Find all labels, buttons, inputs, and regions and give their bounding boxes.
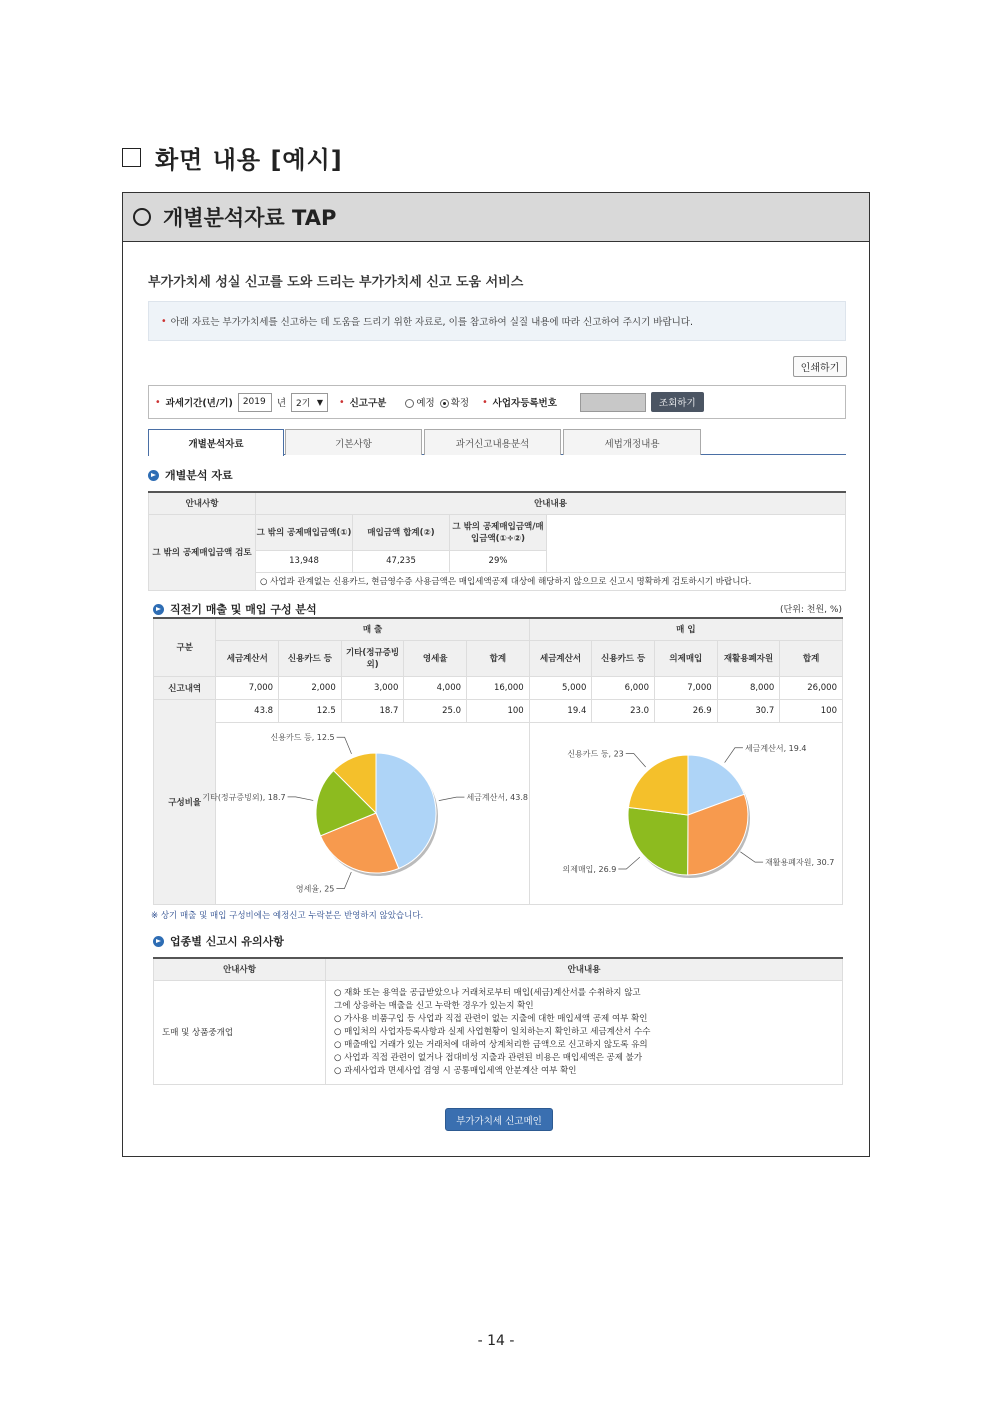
guide-line: ○ 가사용 비품구입 등 사업과 직접 관련이 없는 지출에 대한 매입세액 공제 여부 확인 <box>334 1013 648 1024</box>
sales-ratio-cell: 100 <box>467 699 530 722</box>
purchase-ratio-cell: 100 <box>780 699 843 722</box>
blank-cell <box>547 514 846 550</box>
section3-title-text: 업종별 신고시 유의사항 <box>170 935 284 948</box>
screen-frame <box>122 192 870 1157</box>
sales-other-header: 기타(정규증빙 외) <box>341 640 404 676</box>
col-guide-header: 안내사항 <box>149 492 256 514</box>
print-button[interactable]: 인쇄하기 <box>793 356 847 377</box>
value-purchase-total: 47,235 <box>353 550 450 572</box>
tab-individual-analysis[interactable]: 개별분석자료 <box>148 429 284 456</box>
tab-past-report-analysis[interactable]: 과거신고내용분석 <box>424 429 561 455</box>
document-heading <box>122 140 343 175</box>
section2-title-text: 직전기 매출 및 매입 구성 분석 <box>170 603 317 616</box>
section-industry-title <box>153 933 284 949</box>
purchase-ratio-cell: 19.4 <box>529 699 592 722</box>
dot-icon: • <box>161 315 167 327</box>
sub-header-other-deduction: 그 밖의 공제매입금액(①) <box>256 514 353 550</box>
composition-footnote: ※ 상기 매출 및 매입 구성비에는 예정신고 누락분은 반영하지 않았습니다. <box>151 911 424 921</box>
individual-analysis-table <box>148 491 846 591</box>
pie-label: 기타(정규증빙외), 18.7 <box>201 792 286 802</box>
sales-ratio-cell: 18.7 <box>341 699 404 722</box>
guide-line: ○ 매입처의 사업자등록사항과 실제 사업현황이 일치하는지 확인하고 세금계산서 수수 <box>334 1026 651 1037</box>
pie-label: 신용카드 등, 12.5 <box>270 732 335 742</box>
sales-amount-cell: 2,000 <box>279 676 342 699</box>
col-content-header: 안내내용 <box>326 958 843 980</box>
required-dot-icon: • <box>339 396 345 408</box>
sales-amount-cell: 16,000 <box>467 676 530 699</box>
tab-tax-law-changes[interactable]: 세법개정내용 <box>563 429 701 455</box>
sales-ratio-cell: 43.8 <box>216 699 279 722</box>
blank-cell <box>547 550 846 572</box>
pie-label-leader <box>724 747 742 762</box>
guide-line: ○ 사업과 직접 관련이 없거나 접대비성 지출과 관련된 비용은 매입세액은 공제 불가 <box>334 1052 643 1063</box>
frame-header <box>123 193 869 242</box>
section1-title-text: 개별분석 자료 <box>165 469 233 482</box>
purchase-amount-cell: 26,000 <box>780 676 843 699</box>
row-report-label: 신고내역 <box>154 676 216 699</box>
sales-ratio-cell: 25.0 <box>404 699 467 722</box>
sub-header-ratio: 그 밖의 공제매입금액/매입금액(①÷②) <box>450 514 547 550</box>
sub-header-purchase-total: 매입금액 합계(②) <box>353 514 450 550</box>
section1-note: ○ 사업과 관계없는 신용카드, 현금영수증 사용금액은 매입세액공제 대상에 해당하지 않으므로 신고시 명확하게 검토하시기 바랍니다. <box>256 572 846 590</box>
sales-total-header: 합계 <box>467 640 530 676</box>
pie-label-leader <box>740 851 763 861</box>
year-suffix: 년 <box>276 398 287 409</box>
unit-label: (단위: 천원, %) <box>780 605 842 615</box>
arrow-bullet-icon <box>153 604 164 615</box>
purchase-amount-cell: 8,000 <box>717 676 780 699</box>
vat-report-main-button[interactable]: 부가가치세 신고메인 <box>445 1108 553 1131</box>
section-composition-title <box>153 601 317 617</box>
page-number: - 14 - <box>477 1333 515 1349</box>
guide-line: ○ 과세사업과 면세사업 겸영 시 공통매입세액 안분계산 여부 확인 <box>334 1065 577 1076</box>
pie-label: 세금계산서, 19.4 <box>744 743 807 753</box>
row-ratio-label: 구성비율 <box>154 699 216 904</box>
pie-label-leader <box>336 872 351 889</box>
sales-amount-cell: 4,000 <box>404 676 467 699</box>
sales-ratio-cell: 12.5 <box>279 699 342 722</box>
col-content-header: 안내내용 <box>256 492 846 514</box>
term-select[interactable] <box>291 393 328 412</box>
industry-guide-content <box>326 980 843 1084</box>
pie-label-leader <box>618 857 640 869</box>
sales-credit-card-header: 신용카드 등 <box>279 640 342 676</box>
industry-table <box>153 957 843 1085</box>
query-button[interactable]: 조회하기 <box>651 392 704 412</box>
tab-basic-info[interactable]: 기본사항 <box>285 429 422 455</box>
radio-selected-icon <box>440 399 449 408</box>
heading-text: 화면 내용 [예시] <box>155 146 343 174</box>
radio-final[interactable] <box>440 395 469 409</box>
radio-icon <box>405 399 414 408</box>
required-dot-icon: • <box>155 396 161 408</box>
guide-line: ○ 매출매입 거래가 있는 거래처에 대하여 상계처리한 금액으로 신고하지 않도록 유의 <box>334 1039 648 1050</box>
pie-label: 의제매입, 26.9 <box>562 864 617 874</box>
radio-scheduled-label: 예정 <box>416 398 435 409</box>
value-other-deduction: 13,948 <box>256 550 353 572</box>
purchase-total-header: 합계 <box>780 640 843 676</box>
composition-table <box>153 617 843 905</box>
bizno-label: 사업자등록번호 <box>492 398 557 409</box>
value-ratio: 29% <box>450 550 547 572</box>
arrow-bullet-icon <box>148 470 159 481</box>
purchase-amount-cell: 6,000 <box>592 676 655 699</box>
guide-line: 그에 상응하는 매출을 신고 누락한 경우가 있는지 확인 <box>334 1000 534 1011</box>
tab-bar <box>148 429 846 455</box>
purchase-recycle-header: 재활용폐자원 <box>717 640 780 676</box>
sales-pie-chart <box>201 723 528 901</box>
sales-group-header: 매 출 <box>216 618 529 640</box>
section-individual-analysis-title <box>148 467 233 483</box>
pie-label-leader <box>336 737 351 754</box>
purchase-amount-cell: 5,000 <box>529 676 592 699</box>
frame-title: 개별분석자료 TAP <box>163 206 337 230</box>
required-dot-icon: • <box>482 396 488 408</box>
pie-slice <box>628 807 688 875</box>
pie-slice <box>628 755 688 815</box>
chevron-down-icon: ▼ <box>316 397 324 407</box>
year-input[interactable]: 2019 <box>238 393 272 412</box>
sales-amount-cell: 7,000 <box>216 676 279 699</box>
pie-label: 영세율, 25 <box>295 884 334 894</box>
purchase-amount-cell: 7,000 <box>655 676 718 699</box>
service-title: 부가가치세 성실 신고를 도와 드리는 부가가치세 신고 도움 서비스 <box>148 275 524 290</box>
pie-label: 신용카드 등, 23 <box>567 748 624 758</box>
row-label-other-deduction: 그 밖의 공제매입금액 검토 <box>149 514 256 590</box>
checkbox-square-icon <box>122 148 141 167</box>
sales-pie-cell <box>201 722 529 904</box>
report-type-label: 신고구분 <box>349 398 387 409</box>
purchase-group-header: 매 입 <box>529 618 842 640</box>
circle-icon <box>133 208 151 226</box>
pie-label-leader <box>626 753 646 767</box>
sales-zero-rate-header: 영세율 <box>404 640 467 676</box>
purchase-ratio-cell: 30.7 <box>717 699 780 722</box>
sales-tax-invoice-header: 세금계산서 <box>216 640 279 676</box>
purchase-ratio-cell: 26.9 <box>655 699 718 722</box>
pie-label-leader <box>287 796 313 800</box>
guide-line: ○ 재화 또는 용역을 공급받았으나 거래처로부터 매입(세금)계산서를 수취하지 않고 <box>334 987 641 998</box>
term-value: 2기 <box>296 398 311 409</box>
purchase-credit-card-header: 신용카드 등 <box>592 640 655 676</box>
notice-box <box>148 301 846 341</box>
pie-label: 재활용폐자원, 30.7 <box>764 857 835 867</box>
purchase-pie-cell <box>529 722 842 904</box>
purchase-ratio-cell: 23.0 <box>592 699 655 722</box>
pie-label: 세금계산서, 43.8 <box>466 792 528 802</box>
purchase-tax-invoice-header: 세금계산서 <box>529 640 592 676</box>
radio-final-label: 확정 <box>450 398 470 409</box>
col-guide-header: 안내사항 <box>154 958 326 980</box>
industry-label: 도매 및 상품중개업 <box>154 980 326 1084</box>
search-bar <box>148 385 846 419</box>
period-label: 과세기간(년/기) <box>165 398 233 409</box>
notice-text: 아래 자료는 부가가치세를 신고하는 데 도움을 드리기 위한 자료로, 이를 참고하여 실질 내용에 따라 신고하여 주시기 바랍니다. <box>170 317 693 328</box>
pie-label-leader <box>438 797 464 800</box>
bizno-input-masked[interactable] <box>580 393 646 412</box>
purchase-deemed-header: 의제매입 <box>655 640 718 676</box>
sales-amount-cell: 3,000 <box>341 676 404 699</box>
radio-scheduled[interactable] <box>405 395 434 409</box>
purchase-pie-chart <box>531 723 841 901</box>
col-division-header: 구분 <box>154 618 216 676</box>
arrow-bullet-icon <box>153 936 164 947</box>
